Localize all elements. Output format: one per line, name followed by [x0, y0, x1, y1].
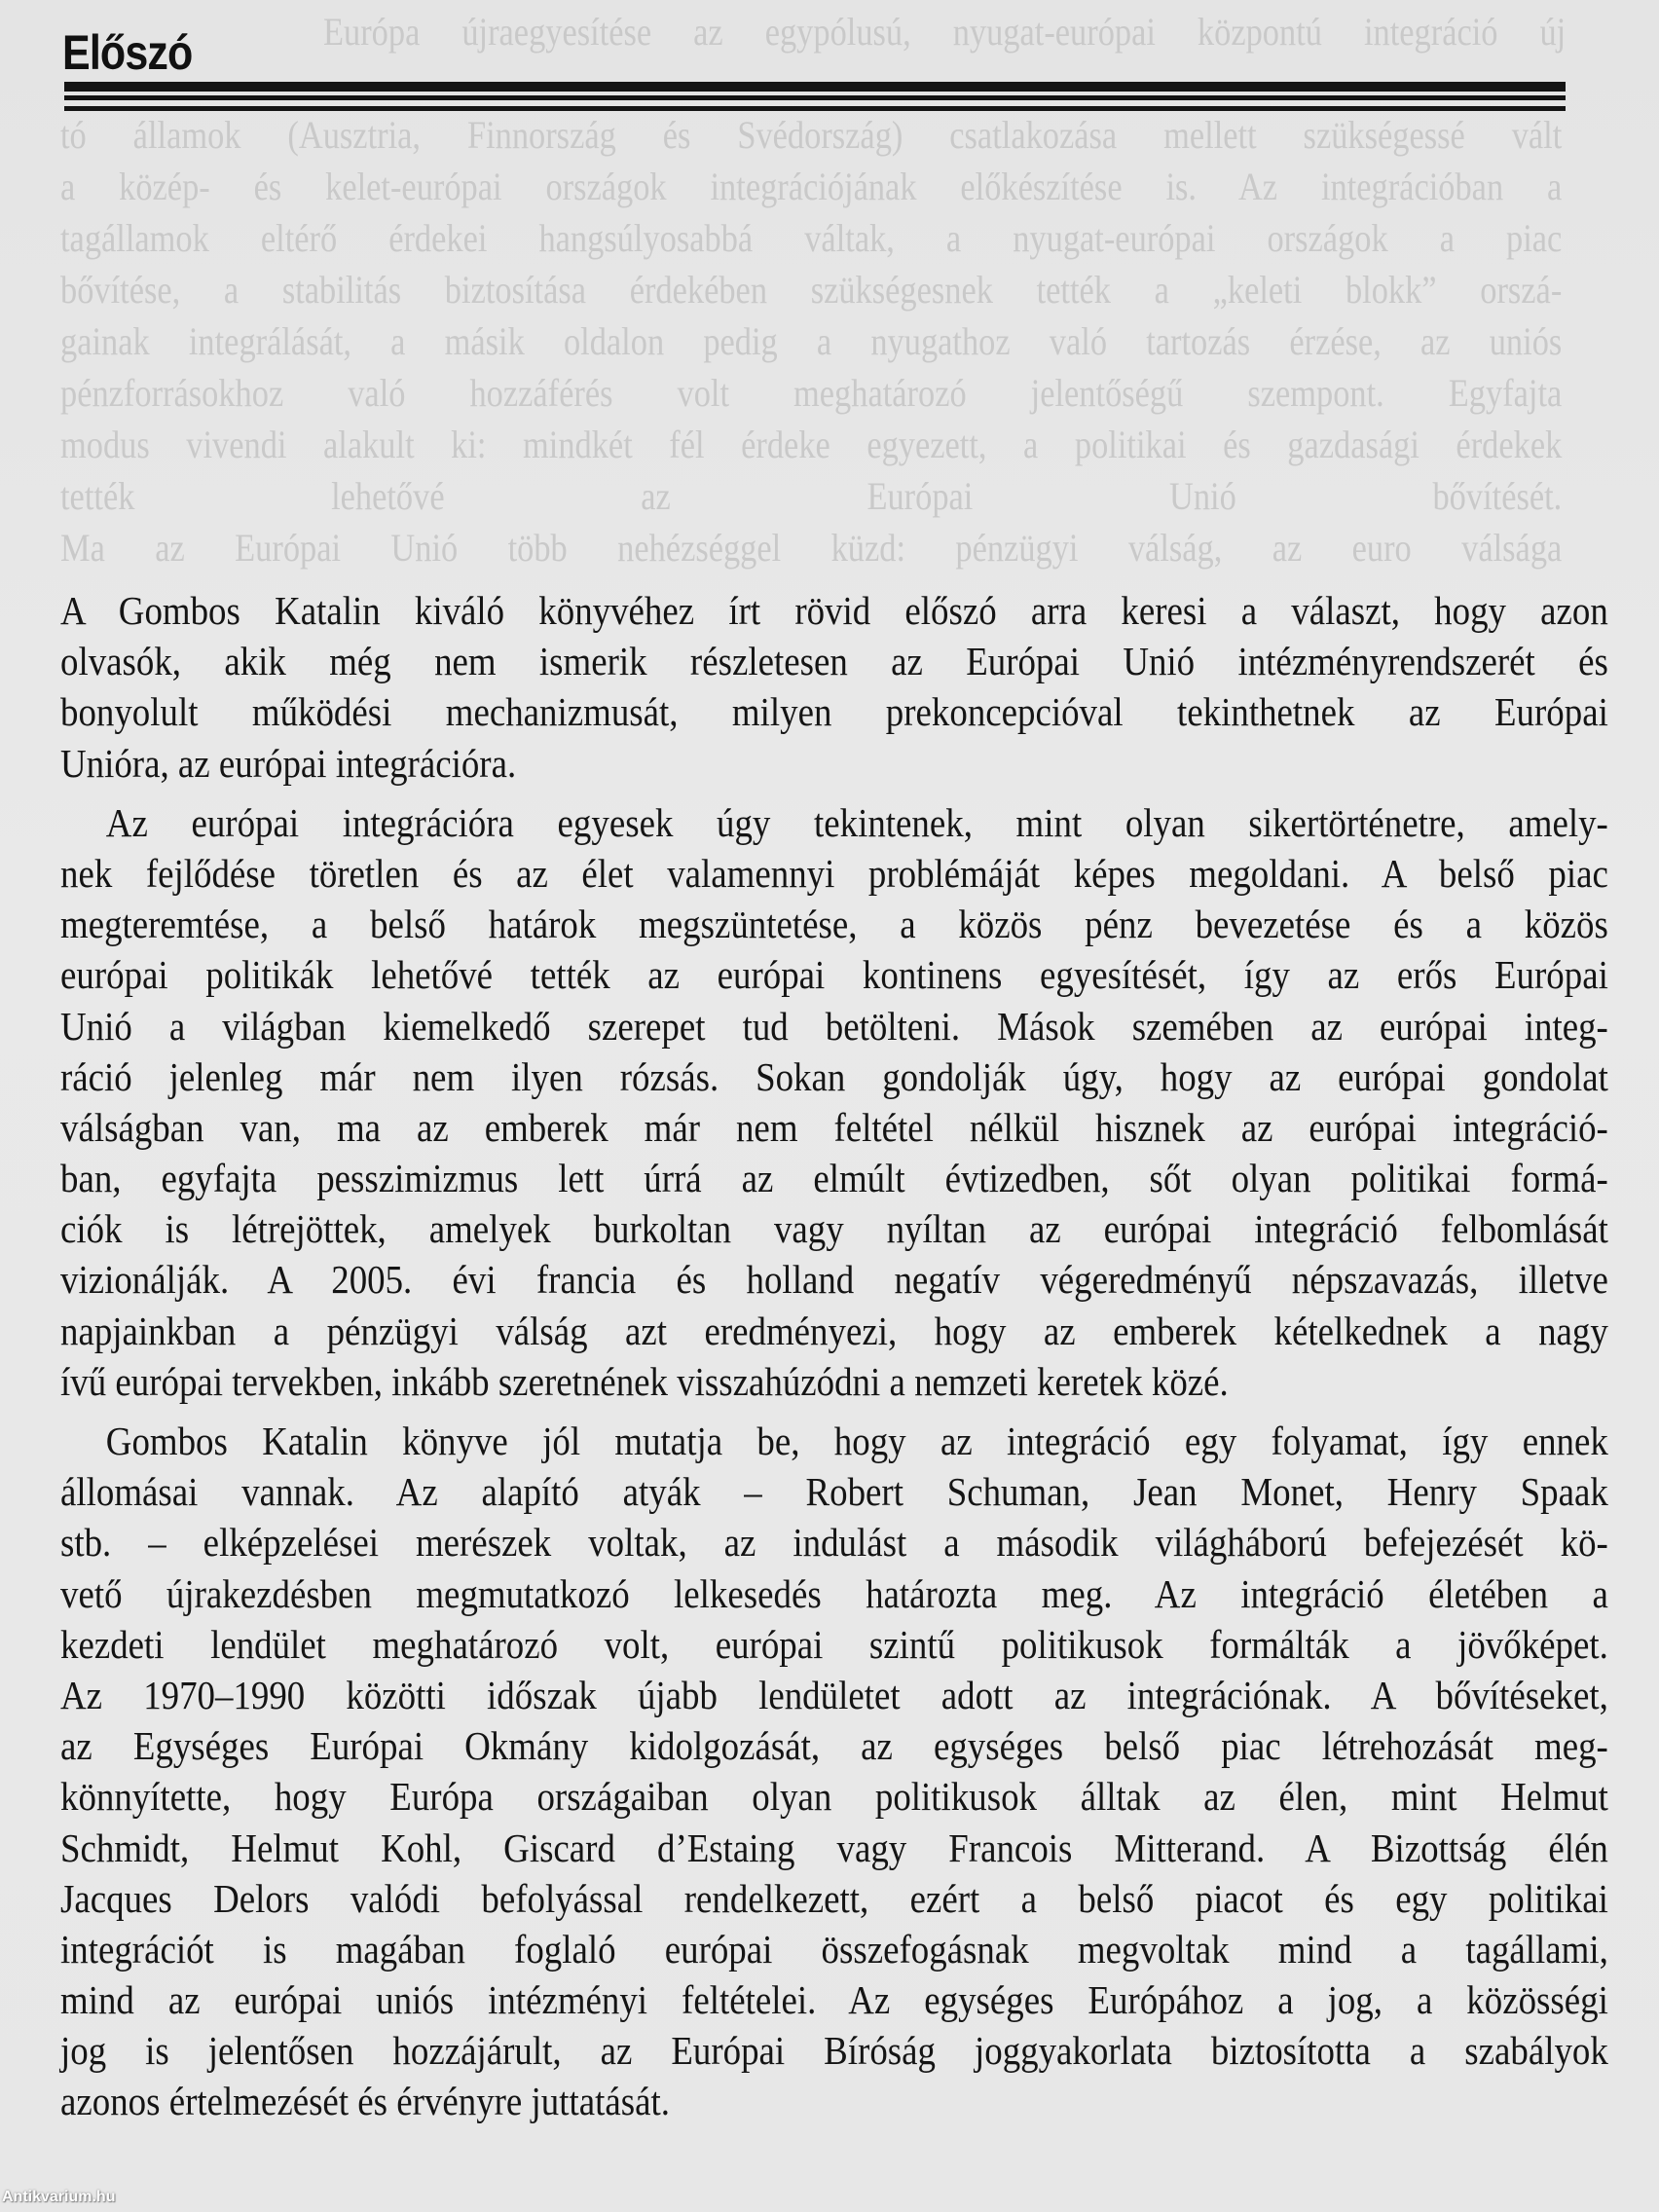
- text-line: A Gombos Katalin kiváló könyvéhez írt rövid előszó arra keresi a választ, hogy azon: [60, 588, 1608, 633]
- text-line: európai politikák lehetővé tették az európai kontinens egyesítését, így az erős Európai: [60, 952, 1608, 998]
- text-line: Jacques Delors valódi befolyással rendelkezett, ezért a belső piacot és egy politikai: [60, 1875, 1608, 1921]
- text-line: integrációt is magában foglaló európai összefogásnak megvoltak mind a tagállami,: [60, 1926, 1608, 1972]
- text-line: kezdeti lendület meghatározó volt, európai szintű politikusok formálták a jövőképet.: [60, 1621, 1608, 1667]
- text-line: ívű európai tervekben, inkább szeretnének visszahúzódni a nemzeti keretek közé.: [60, 1358, 1229, 1404]
- title-rule-medium: [64, 95, 1566, 100]
- bleed-through-line: tó államok (Ausztria, Finnország és Svédország) csatlakozása mellett szükségessé vált: [60, 113, 1563, 157]
- text-line: Unióra, az európai integrációra.: [60, 740, 517, 786]
- text-line: válságban van, ma az emberek már nem feltétel nélkül hisznek az európai integráció-: [60, 1104, 1608, 1150]
- page-title: Előszó: [62, 25, 193, 80]
- text-line: mind az európai uniós intézményi feltételei. Az egységes Európához a jog, a közösségi: [60, 1977, 1608, 2023]
- bleed-through-line: a közép- és kelet-európai országok integrációjának előkészítése is. Az integrációban a: [60, 165, 1563, 208]
- text-line: olvasók, akik még nem ismerik részletesen az Európai Unió intézményrendszerét és: [60, 639, 1608, 684]
- bleed-through-line: Európa újraegyesítése az egypólusú, nyugat-európai központú integráció új: [323, 10, 1567, 54]
- text-line: bonyolult működési mechanizmusát, milyen prekoncepcióval tekinthetnek az Európai: [60, 689, 1608, 735]
- bleed-through-line: gainak integrálását, a másik oldalon pedig a nyugathoz való tartozás érzése, az uniós: [60, 319, 1563, 363]
- text-line: megteremtése, a belső határok megszüntetése, a közös pénz bevezetése és a közös: [60, 902, 1608, 947]
- text-line: vizionálják. A 2005. évi francia és holland negatív végeredményű népszavazás, illetve: [60, 1257, 1608, 1303]
- paragraph: [60, 797, 1608, 1407]
- text-line: állomásai vannak. Az alapító atyák – Robert Schuman, Jean Monet, Henry Spaak: [60, 1469, 1608, 1515]
- bleed-through-line: bővítése, a stabilitás biztosítása érdekében szükségesnek tették a „keleti blokk” orszá-: [60, 268, 1563, 312]
- bleed-through-line: tették lehetővé az Európai Unió bővítését.: [60, 474, 1563, 518]
- text-line: Unió a világban kiemelkedő szerepet tud betölteni. Mások szemében az európai integ-: [60, 1003, 1608, 1049]
- bleed-through-line: modus vivendi alakult ki: mindkét fél érdeke egyezett, a politikai és gazdasági érdekek: [60, 423, 1563, 466]
- text-line: Gombos Katalin könyve jól mutatja be, hogy az integráció egy folyamat, így ennek: [105, 1419, 1608, 1463]
- text-line: ban, egyfajta pesszimizmus lett úrrá az elmúlt évtizedben, sőt olyan politikai formá-: [60, 1156, 1608, 1201]
- text-line: Schmidt, Helmut Kohl, Giscard d’Estaing vagy Francois Mitterand. A Bizottság élén: [60, 1825, 1608, 1870]
- bleed-through-line: tagállamok eltérő érdekei hangsúlyosabbá váltak, a nyugat-európai országok a piac: [60, 216, 1563, 260]
- title-rule-thin: [64, 106, 1566, 111]
- bleed-through-line: pénzforrásokhoz való hozzáférés volt meghatározó jelentőségű szempont. Egyfajta: [60, 371, 1563, 415]
- paragraph: [60, 1416, 1608, 2127]
- bleed-through-line: Ma az Európai Unió több nehézséggel küzd: pénzügyi válság, az euro válsága: [60, 526, 1563, 570]
- text-line: azonos értelmezését és érvényre juttatását.: [60, 2079, 670, 2124]
- body-text: [60, 585, 1608, 2136]
- text-line: jog is jelentősen hozzájárult, az Európai Bíróság joggyakorlata biztosította a szabályok: [60, 2028, 1608, 2074]
- text-line: ráció jelenleg már nem ilyen rózsás. Sokan gondolják úgy, hogy az európai gondolat: [60, 1053, 1608, 1099]
- text-line: ciók is létrejöttek, amelyek burkoltan vagy nyíltan az európai integráció felbomlását: [60, 1206, 1608, 1252]
- text-line: könnyítette, hogy Európa országaiban olyan politikusok álltak az élen, mint Helmut: [60, 1774, 1608, 1820]
- text-line: Az európai integrációra egyesek úgy tekintenek, mint olyan sikertörténetre, amely-: [105, 799, 1608, 845]
- paragraph: [60, 585, 1608, 789]
- text-line: Az 1970–1990 közötti időszak újabb lendületet adott az integrációnak. A bővítéseket,: [60, 1672, 1608, 1717]
- text-line: vető újrakezdésben megmutatkozó lelkesedés határozta meg. Az integráció életében a: [60, 1570, 1608, 1616]
- text-line: napjainkban a pénzügyi válság azt eredményezi, hogy az emberek kételkednek a nagy: [60, 1308, 1608, 1353]
- watermark-logo: Antikvarium.hu: [2, 2189, 116, 2205]
- text-line: az Egységes Európai Okmány kidolgozását, az egységes belső piac létrehozását meg-: [60, 1723, 1608, 1769]
- text-line: stb. – elképzelései merészek voltak, az indulást a második világháború befejezését kö-: [60, 1520, 1608, 1566]
- text-line: nek fejlődése töretlen és az élet valamennyi problémáját képes megoldani. A belső piac: [60, 850, 1608, 896]
- title-rule-thick: [64, 82, 1566, 92]
